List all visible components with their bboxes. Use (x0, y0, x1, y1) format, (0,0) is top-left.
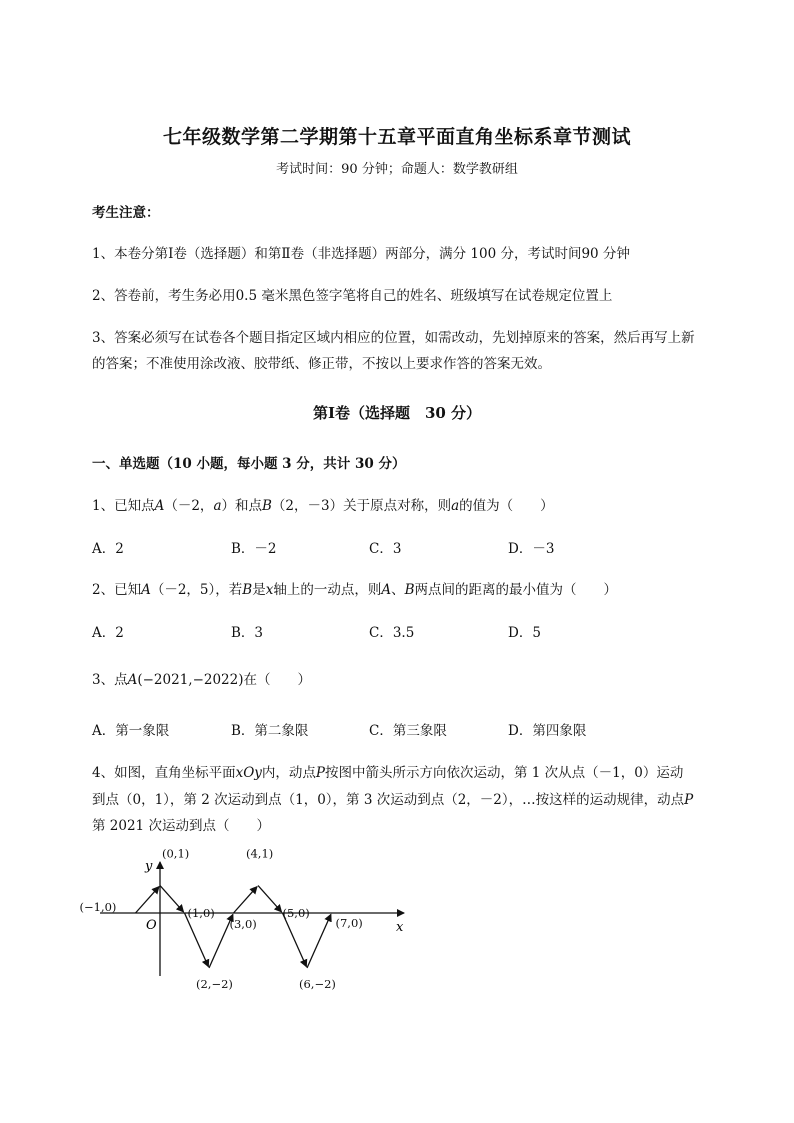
point-label-1: (−1,0) (79, 900, 117, 914)
exam-info: 考试时间：90 分钟；命题人：数学教研组 (276, 162, 518, 177)
point-label-6: (4,1) (246, 846, 274, 861)
y-axis-label: y (145, 859, 153, 874)
notice-item-3-cont: 的答案；不准使用涂改液、胶带纸、修正带，不按以上要求作答的答案无效。 (92, 356, 551, 372)
point-label-9: (7,0) (335, 916, 363, 930)
point-label-7: (5,0) (282, 906, 310, 920)
point-label-5: (3,0) (229, 917, 257, 931)
question-1-option-b[interactable]: B．－2 (231, 541, 277, 557)
question-2-option-d[interactable]: D．5 (508, 625, 541, 641)
notice-item-2: 2、答卷前，考生务必用0.5 毫米黑色签字笔将自己的姓名、班级填写在试卷规定位置上 (92, 288, 613, 304)
question-1-option-c[interactable]: C．3 (369, 541, 402, 557)
notice-item-1: 1、本卷分第Ⅰ卷（选择题）和第Ⅱ卷（非选择题）两部分，满分 100 分，考试时间90 分钟 (92, 246, 630, 262)
section-title: 第Ⅰ卷（选择题 30 分） (312, 404, 482, 422)
question-4-line-1: 4、如图，直角坐标平面xOy内，动点P按图中箭头所示方向依次运动，第 1 次从点（－1，0）运动 (92, 765, 684, 781)
question-2-stem: 2、已知A（－2，5），若B是x轴上的一动点，则A、B两点间的距离的最小值为（ ） (92, 582, 617, 598)
point-label-4: (2,−2) (196, 977, 233, 991)
part-heading: 一、单选题（10 小题，每小题 3 分，共计 30 分） (92, 456, 406, 472)
origin-label: O (146, 918, 157, 933)
notice-item-3: 3、答案必须写在试卷各个题目指定区域内相应的位置，如需改动，先划掉原来的答案，然后再写上新 (92, 330, 695, 346)
question-1-option-d[interactable]: D．－3 (508, 541, 555, 557)
question-3-option-a[interactable]: A．第一象限 (92, 723, 170, 739)
question-2-option-b[interactable]: B．3 (231, 625, 264, 641)
move-arrow-3 (185, 913, 209, 967)
question-3-stem: 3、点A(−2021,−2022)在（ ） (92, 672, 312, 688)
question-3-option-d[interactable]: D．第四象限 (508, 723, 587, 739)
x-axis-label: x (396, 920, 404, 935)
question-1-option-a[interactable]: A．2 (92, 541, 124, 557)
move-arrow-7 (283, 913, 307, 967)
question-2-option-c[interactable]: C．3.5 (369, 625, 415, 641)
question-1-stem: 1、已知点A（－2，a）和点B（2，－3）关于原点对称，则a的值为（ ） (92, 498, 554, 514)
page-title: 七年级数学第二学期第十五章平面直角坐标系章节测试 (162, 126, 631, 148)
move-arrow-6 (258, 886, 282, 912)
question-3-option-c[interactable]: C．第三象限 (369, 723, 447, 739)
move-arrow-8 (307, 914, 331, 968)
move-arrow-5 (234, 887, 258, 913)
notice-heading: 考生注意： (92, 205, 160, 221)
move-arrow-1 (136, 887, 160, 913)
point-label-8: (6,−2) (299, 977, 336, 991)
question-4-line-3: 第 2021 次运动到点（ ） (92, 818, 270, 834)
question-2-option-a[interactable]: A．2 (92, 625, 124, 641)
question-4-line-2: 到点（0，1），第 2 次运动到点（1，0），第 3 次运动到点（2，－2），…按这样的运动规律，动点P (92, 792, 694, 808)
point-label-3: (1,0) (187, 906, 215, 920)
move-arrow-2 (160, 886, 184, 912)
question-3-option-b[interactable]: B．第二象限 (231, 723, 309, 739)
point-label-2: (0,1) (162, 846, 190, 861)
